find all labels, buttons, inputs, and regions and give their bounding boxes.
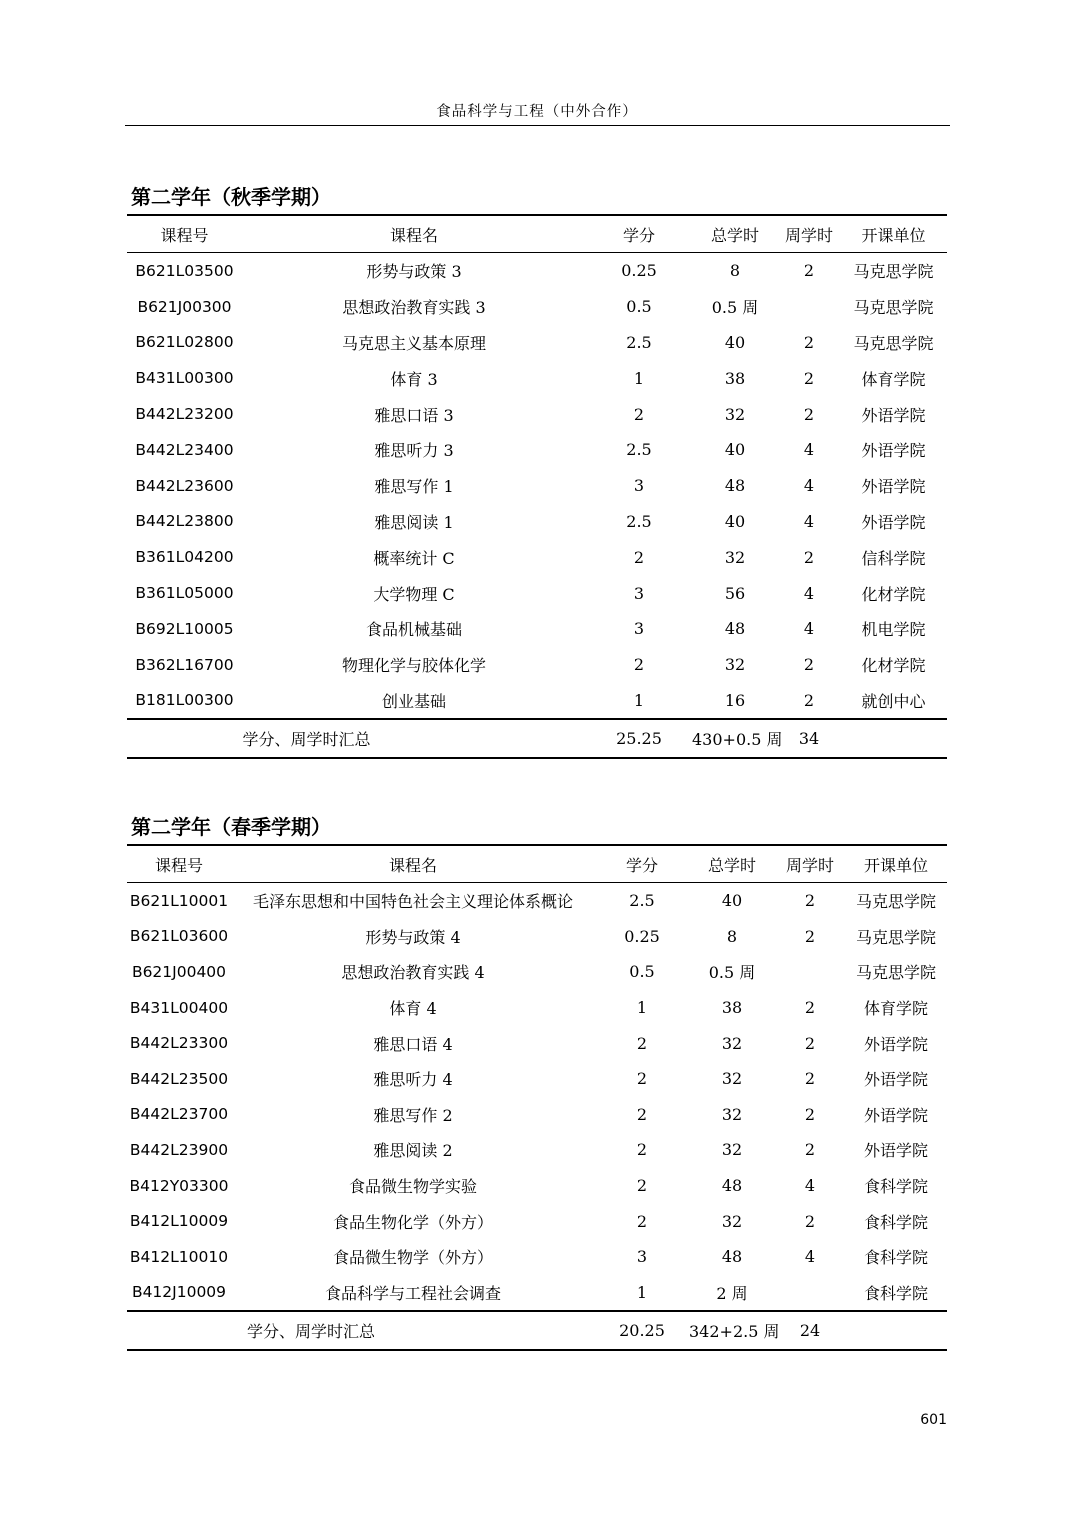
cell-course-name: 雅思写作 2 [373, 1105, 453, 1125]
cell-course-code: B621L03500 [135, 261, 234, 280]
table-row [127, 647, 947, 683]
cell-course-name: 雅思写作 1 [374, 477, 454, 497]
cell-total-hours: 32 [724, 547, 746, 567]
cell-credits: 1 [636, 998, 648, 1018]
section-title-spring: 第二学年（春季学期） [131, 815, 331, 839]
cell-total-hours: 48 [721, 1247, 743, 1267]
table-row [127, 1025, 947, 1061]
cell-course-code: B361L04200 [135, 548, 234, 567]
cell-credits: 2.5 [626, 440, 652, 460]
summary-weekly-hours: 24 [799, 1321, 821, 1341]
cell-total-hours: 32 [721, 1104, 743, 1124]
cell-credits: 2 [636, 1104, 648, 1124]
cell-department: 马克思学院 [855, 927, 936, 947]
summary-credits: 20.25 [619, 1321, 665, 1341]
cell-course-name: 食品微生物学（外方） [332, 1248, 493, 1268]
table-row [127, 990, 947, 1026]
table-row [127, 1275, 947, 1312]
cell-credits: 2.5 [626, 332, 652, 352]
col-course-name: 课程名 [389, 225, 438, 245]
cell-weekly-hours: 2 [803, 368, 815, 388]
table-row [127, 1239, 947, 1275]
summary-empty [845, 1311, 947, 1350]
cell-weekly-hours [775, 1275, 845, 1312]
cell-course-code: B621J00300 [137, 297, 232, 316]
cell-department: 化材学院 [861, 656, 926, 676]
col-department: 开课单位 [861, 225, 926, 245]
table-row [127, 432, 947, 468]
table-header-row [127, 845, 947, 883]
cell-department: 外语学院 [863, 1034, 928, 1054]
cell-credits: 2 [633, 655, 645, 675]
cell-weekly-hours [775, 954, 845, 990]
cell-course-name: 食品科学与工程社会调查 [324, 1283, 501, 1303]
table-row [127, 1132, 947, 1168]
cell-department: 外语学院 [863, 1070, 928, 1090]
cell-course-code: B431L00400 [129, 998, 229, 1017]
cell-course-name: 毛泽东思想和中国特色社会主义理论体系概论 [252, 892, 573, 912]
cell-course-code: B692L10005 [135, 619, 234, 638]
cell-department: 外语学院 [861, 512, 926, 532]
cell-credits: 3 [633, 619, 645, 639]
cell-course-name: 雅思阅读 2 [373, 1141, 453, 1161]
course-table-spring [127, 844, 947, 1351]
cell-total-hours: 0.5 周 [711, 298, 759, 318]
table-row [127, 325, 947, 361]
cell-credits: 2 [636, 1211, 648, 1231]
cell-department: 机电学院 [861, 620, 926, 640]
cell-course-code: B362L16700 [135, 655, 234, 674]
cell-course-name: 雅思口语 3 [374, 405, 454, 425]
cell-course-name: 雅思口语 4 [373, 1034, 453, 1054]
cell-total-hours: 40 [724, 332, 746, 352]
summary-credits: 25.25 [616, 729, 662, 749]
cell-total-hours: 2 周 [716, 1283, 748, 1303]
cell-credits: 0.25 [624, 926, 660, 946]
cell-total-hours: 38 [721, 998, 743, 1018]
table-row [127, 1203, 947, 1239]
cell-weekly-hours: 2 [804, 1104, 816, 1124]
cell-course-code: B621L02800 [135, 333, 234, 352]
running-header: 食品科学与工程（中外合作） [436, 104, 638, 120]
cell-credits: 0.5 [629, 962, 655, 982]
col-credits: 学分 [622, 225, 655, 245]
cell-course-name: 食品生物化学（外方） [332, 1212, 493, 1232]
cell-total-hours: 8 [726, 926, 738, 946]
cell-credits: 0.5 [626, 297, 652, 317]
cell-total-hours: 16 [724, 690, 746, 710]
cell-credits: 2 [633, 547, 645, 567]
cell-course-code: B181L00300 [135, 691, 234, 710]
cell-course-code: B621L03600 [129, 927, 229, 946]
cell-credits: 2 [636, 1176, 648, 1196]
cell-weekly-hours: 4 [803, 511, 815, 531]
cell-course-name: 雅思听力 3 [374, 441, 454, 461]
cell-course-code: B442L23600 [135, 476, 234, 495]
summary-total-hours: 430+0.5 周 [692, 730, 783, 750]
table-row [127, 1097, 947, 1133]
col-department: 开课单位 [863, 855, 928, 875]
cell-department: 马克思学院 [855, 963, 936, 983]
cell-total-hours: 48 [724, 476, 746, 496]
cell-credits: 1 [633, 368, 645, 388]
cell-credits: 2 [633, 404, 645, 424]
cell-department: 马克思学院 [855, 892, 936, 912]
cell-course-name: 形势与政策 4 [365, 927, 461, 947]
cell-credits: 2 [636, 1033, 648, 1053]
cell-total-hours: 32 [721, 1069, 743, 1089]
cell-credits: 3 [633, 583, 645, 603]
cell-course-name: 大学物理 C [373, 584, 455, 604]
cell-department: 体育学院 [861, 369, 926, 389]
table-row [127, 504, 947, 540]
table-row [127, 539, 947, 575]
cell-course-name: 物理化学与胶体化学 [341, 656, 486, 676]
table-row [127, 396, 947, 432]
table-row [127, 883, 947, 919]
cell-course-name: 体育 4 [389, 999, 437, 1019]
cell-course-name: 雅思阅读 1 [374, 512, 454, 532]
cell-department: 马克思学院 [853, 262, 934, 282]
cell-weekly-hours: 2 [804, 891, 816, 911]
cell-total-hours: 56 [724, 583, 746, 603]
summary-weekly-hours: 34 [798, 729, 820, 749]
table-row [127, 683, 947, 720]
cell-total-hours: 32 [721, 1033, 743, 1053]
cell-course-name: 食品微生物学实验 [348, 1177, 477, 1197]
cell-weekly-hours: 4 [803, 476, 815, 496]
cell-total-hours: 8 [729, 261, 741, 281]
cell-course-code: B412Y03300 [129, 1176, 229, 1195]
table-row [127, 253, 947, 289]
summary-row [127, 719, 947, 758]
col-course-code: 课程号 [154, 855, 203, 875]
cell-credits: 3 [633, 476, 645, 496]
table-row [127, 611, 947, 647]
cell-course-code: B442L23900 [129, 1140, 229, 1159]
cell-weekly-hours: 2 [803, 547, 815, 567]
summary-row [127, 1311, 947, 1350]
cell-course-code: B442L23300 [129, 1034, 229, 1053]
cell-course-code: B431L00300 [135, 369, 234, 388]
section-title-autumn: 第二学年（秋季学期） [131, 185, 331, 209]
page-number: 601 [920, 1412, 947, 1428]
cell-course-name: 体育 3 [390, 369, 438, 389]
cell-department: 就创中心 [861, 691, 926, 711]
cell-course-name: 创业基础 [381, 691, 446, 711]
cell-credits: 2.5 [626, 511, 652, 531]
table-row [127, 289, 947, 325]
cell-weekly-hours: 4 [803, 619, 815, 639]
cell-course-name: 雅思听力 4 [373, 1070, 453, 1090]
cell-course-code: B442L23700 [129, 1105, 229, 1124]
cell-course-name: 思想政治教育实践 3 [342, 298, 486, 318]
cell-department: 外语学院 [861, 477, 926, 497]
cell-total-hours: 32 [721, 1140, 743, 1160]
summary-label: 学分、周学时汇总 [246, 1322, 375, 1342]
cell-department: 马克思学院 [853, 333, 934, 353]
course-table-autumn [127, 214, 947, 759]
cell-weekly-hours: 2 [803, 404, 815, 424]
cell-total-hours: 0.5 周 [708, 963, 756, 983]
cell-course-code: B412J10009 [131, 1283, 227, 1302]
cell-credits: 3 [636, 1247, 648, 1267]
cell-department: 信科学院 [861, 548, 926, 568]
cell-weekly-hours: 2 [804, 1069, 816, 1089]
cell-weekly-hours: 2 [804, 926, 816, 946]
cell-course-name: 思想政治教育实践 4 [341, 963, 485, 983]
col-weekly-hours: 周学时 [784, 225, 833, 245]
cell-department: 食科学院 [863, 1283, 928, 1303]
col-course-name: 课程名 [388, 855, 437, 875]
cell-total-hours: 38 [724, 368, 746, 388]
cell-course-code: B361L05000 [135, 584, 234, 603]
cell-total-hours: 32 [721, 1211, 743, 1231]
cell-course-name: 马克思主义基本原理 [341, 333, 486, 353]
cell-weekly-hours: 4 [804, 1247, 816, 1267]
col-total-hours: 总学时 [707, 855, 756, 875]
cell-course-code: B442L23500 [129, 1069, 229, 1088]
table-row [127, 954, 947, 990]
cell-course-code: B442L23400 [135, 440, 234, 459]
cell-weekly-hours: 2 [804, 1140, 816, 1160]
cell-weekly-hours: 2 [803, 690, 815, 710]
cell-total-hours: 32 [724, 655, 746, 675]
cell-credits: 0.25 [621, 261, 657, 281]
cell-department: 食科学院 [863, 1177, 928, 1197]
cell-weekly-hours: 2 [803, 655, 815, 675]
cell-credits: 1 [636, 1282, 648, 1302]
cell-credits: 2.5 [629, 891, 655, 911]
summary-empty [840, 719, 947, 758]
cell-total-hours: 40 [724, 511, 746, 531]
cell-department: 外语学院 [863, 1141, 928, 1161]
cell-weekly-hours: 4 [803, 440, 815, 460]
cell-course-name: 概率统计 C [373, 548, 455, 568]
cell-weekly-hours: 2 [803, 261, 815, 281]
col-course-code: 课程号 [160, 225, 209, 245]
cell-weekly-hours: 2 [803, 332, 815, 352]
cell-course-code: B412L10010 [129, 1247, 229, 1266]
cell-total-hours: 40 [721, 891, 743, 911]
table-row [127, 919, 947, 955]
cell-total-hours: 32 [724, 404, 746, 424]
col-credits: 学分 [625, 855, 658, 875]
cell-weekly-hours: 2 [804, 998, 816, 1018]
cell-weekly-hours: 2 [804, 1211, 816, 1231]
table-row [127, 1168, 947, 1204]
table-header-row [127, 215, 947, 253]
summary-label: 学分、周学时汇总 [242, 730, 371, 750]
cell-department: 食科学院 [863, 1248, 928, 1268]
table-row [127, 575, 947, 611]
col-weekly-hours: 周学时 [785, 855, 834, 875]
header-rule [125, 125, 950, 126]
cell-department: 马克思学院 [853, 298, 934, 318]
cell-course-code: B442L23200 [135, 405, 234, 424]
cell-credits: 2 [636, 1140, 648, 1160]
cell-total-hours: 48 [724, 619, 746, 639]
cell-course-name: 形势与政策 3 [366, 262, 462, 282]
col-total-hours: 总学时 [710, 225, 759, 245]
table-row [127, 468, 947, 504]
cell-department: 食科学院 [863, 1212, 928, 1232]
cell-credits: 1 [633, 690, 645, 710]
cell-total-hours: 48 [721, 1176, 743, 1196]
cell-department: 外语学院 [863, 1105, 928, 1125]
cell-department: 外语学院 [861, 405, 926, 425]
cell-weekly-hours: 4 [804, 1176, 816, 1196]
cell-credits: 2 [636, 1069, 648, 1089]
cell-weekly-hours: 4 [803, 583, 815, 603]
cell-course-code: B621L10001 [129, 891, 229, 910]
table-row [127, 1061, 947, 1097]
cell-course-name: 食品机械基础 [365, 620, 462, 640]
cell-department: 化材学院 [861, 584, 926, 604]
cell-course-code: B412L10009 [129, 1212, 229, 1231]
cell-course-code: B621J00400 [131, 962, 227, 981]
cell-course-code: B442L23800 [135, 512, 234, 531]
table-row [127, 360, 947, 396]
cell-weekly-hours [778, 289, 840, 325]
cell-total-hours: 40 [724, 440, 746, 460]
summary-total-hours: 342+2.5 周 [689, 1322, 780, 1342]
cell-weekly-hours: 2 [804, 1033, 816, 1053]
cell-department: 外语学院 [861, 441, 926, 461]
cell-department: 体育学院 [863, 999, 928, 1019]
